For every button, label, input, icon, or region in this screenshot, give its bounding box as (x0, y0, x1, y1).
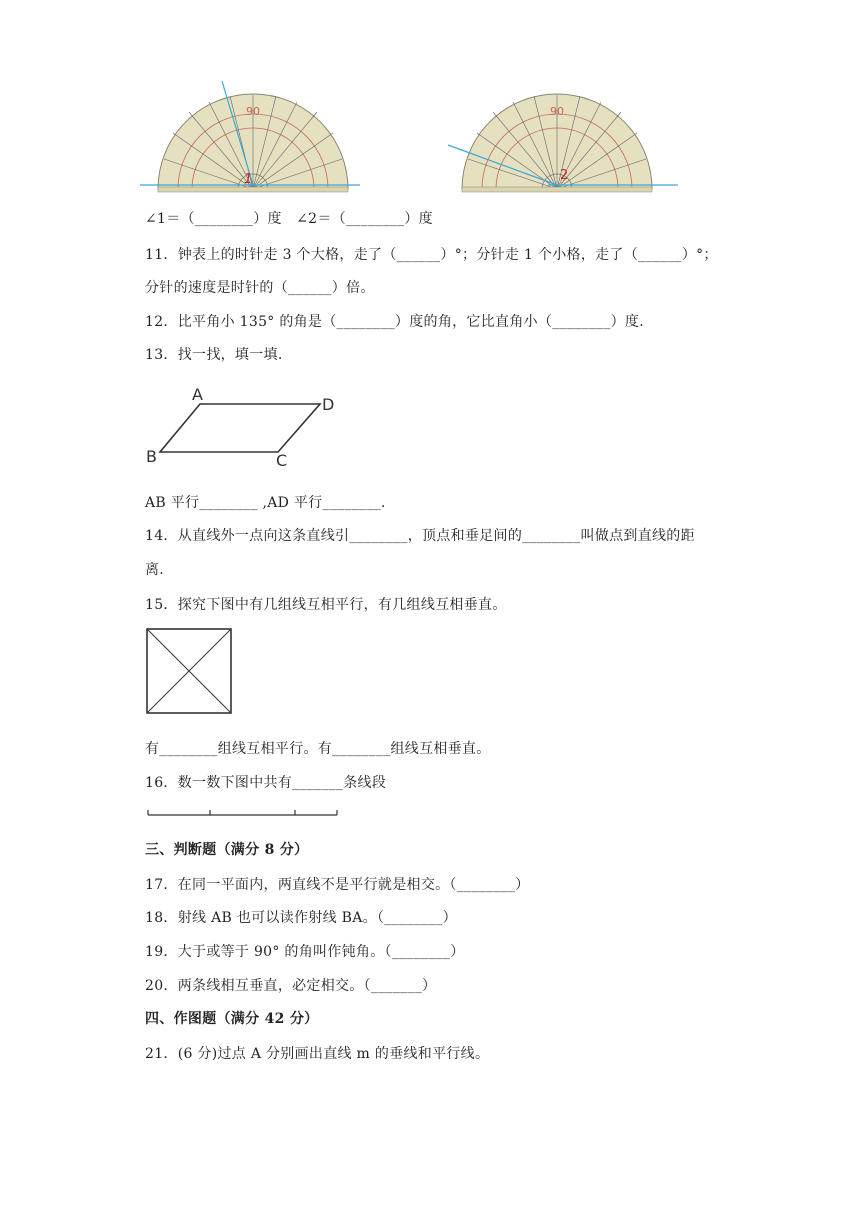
question-16: 16．数一数下图中共有_______条线段 (145, 775, 387, 791)
question-13: 13．找一找，填一填. (145, 347, 283, 363)
question-15-answer: 有________组线互相平行。有________组线互相垂直。 (145, 741, 491, 757)
section-3-heading: 三、判断题（满分 8 分） (145, 842, 309, 858)
parallelogram-abcd (140, 384, 340, 474)
question-12: 12．比平角小 135° 的角是（________）度的角，它比直角小（________）度. (145, 314, 644, 330)
question-21: 21．(6 分)过点 A 分别画出直线 m 的垂线和平行线。 (145, 1046, 490, 1062)
question-14-line-1: 14．从直线外一点向这条直线引________，顶点和垂足间的________叫做点到直线的距 (145, 528, 695, 544)
question-17: 17．在同一平面内，两直线不是平行就是相交。（________） (145, 877, 530, 893)
angle-2-label: 2 (560, 168, 569, 183)
protractor-90-mark: 90 (550, 105, 564, 118)
vertex-a-label: A (192, 385, 203, 404)
question-18: 18．射线 AB 也可以读作射线 BA。（________） (145, 910, 457, 926)
vertex-c-label: C (276, 451, 288, 470)
protractor-angle-1 (140, 75, 360, 195)
question-19: 19．大于或等于 90° 的角叫作钝角。（________） (145, 944, 465, 960)
angle-1-label: 1 (244, 172, 253, 187)
question-20: 20．两条线相互垂直，必定相交。（_______） (145, 978, 437, 994)
protractor-angle-2 (448, 75, 678, 195)
vertex-b-label: B (146, 447, 157, 466)
section-4-heading: 四、作图题（满分 42 分） (145, 1011, 319, 1027)
question-11-line-1: 11．钟表上的时针走 3 个大格，走了（______）°；分针走 1 个小格，走了（______）°； (145, 247, 718, 263)
question-13-answer: AB 平行________ ,AD 平行________. (145, 495, 386, 511)
question-15: 15．探究下图中有几组线互相平行，有几组线互相垂直。 (145, 597, 507, 613)
angle-answers: ∠1＝（________）度 ∠2＝（________）度 (145, 211, 433, 227)
question-14-line-2: 离. (145, 562, 165, 578)
protractor-90-mark: 90 (246, 105, 260, 118)
question-11-line-2: 分针的速度是时针的（______）倍。 (145, 280, 375, 296)
square-with-diagonals (145, 627, 235, 717)
segment-figure (145, 805, 345, 819)
vertex-d-label: D (322, 395, 335, 414)
